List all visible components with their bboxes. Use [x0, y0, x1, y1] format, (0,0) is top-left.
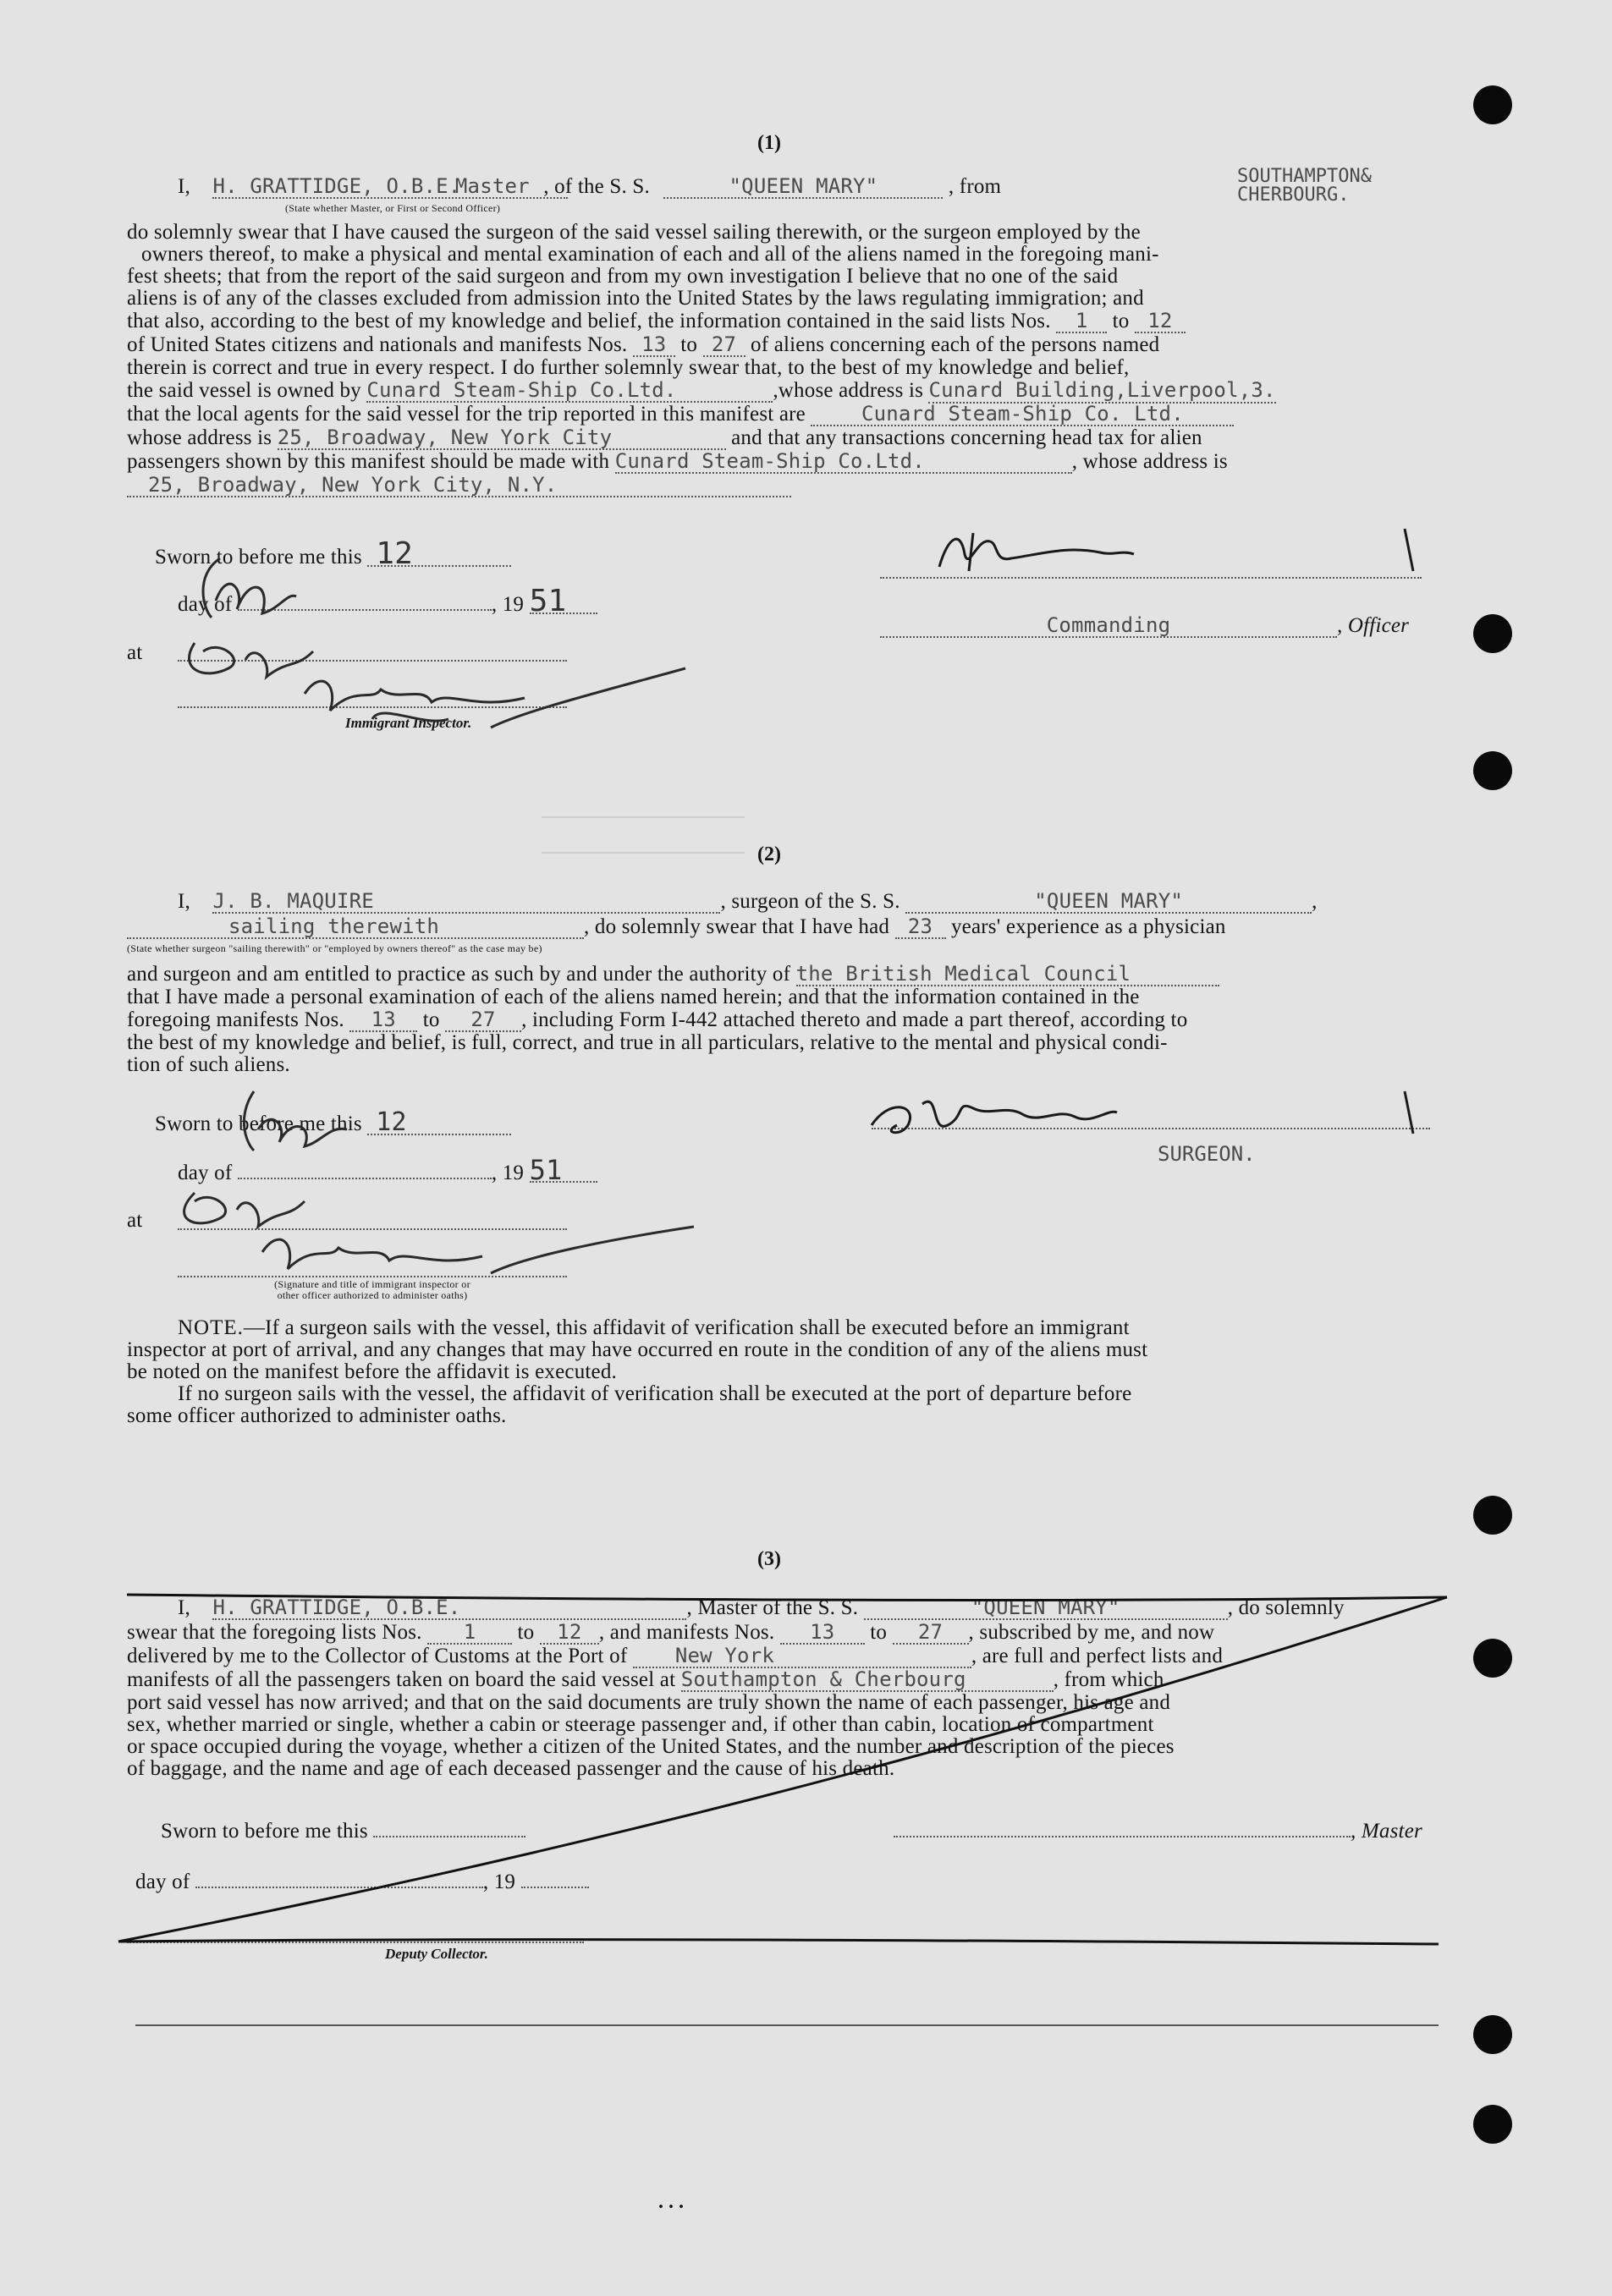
para-line: tion of such aliens. — [127, 1053, 290, 1076]
master-signature — [931, 520, 1439, 579]
manifests-from-3: 13 — [780, 1621, 865, 1645]
at-2: at — [127, 1209, 143, 1232]
prefix: I, — [178, 175, 190, 198]
inspector-label-1: Immigrant Inspector. — [345, 715, 472, 731]
day-of-1: day of , 19 51 — [178, 590, 597, 616]
sworn-label-2: Sworn to before me this 12 — [155, 1112, 511, 1135]
of-ss-label: , of the S. S. — [543, 175, 650, 198]
rank-hint: (State whether Master, or First or Second Officer) — [285, 202, 501, 214]
sworn-day-2: 12 — [367, 1112, 511, 1135]
footer-dots: . . . — [658, 2191, 684, 2213]
para-line: sex, whether married or single, whether a cabin or steerage passenger and, if other than cabin, location of compartment — [127, 1713, 1154, 1736]
sworn-day-1: 12 — [367, 543, 511, 567]
para-line: or space occupied during the voyage, whether a citizen of the United States, and the number and description of the pieces — [127, 1735, 1175, 1758]
note-line: NOTE.—If a surgeon sails with the vessel, this affidavit of verification shall be executed before an immigrant — [178, 1316, 1130, 1339]
commanding-line: Commanding , Officer — [880, 614, 1439, 638]
para-line: aliens is of any of the classes excluded from admission into the United States by the laws regulating immigration; and — [127, 287, 1144, 310]
owner-name: Cunard Steam-Ship Co.Ltd. — [366, 379, 773, 403]
para-line: do solemnly swear that I have caused the surgeon of the said vessel sailing therewith, or the surgeon employed by the — [127, 221, 1141, 244]
para-line: port said vessel has now arrived; and that on the said documents are truly shown the name of each passenger, his age and — [127, 1691, 1171, 1714]
para-line: of United States citizens and nationals and manifests Nos. 13 to 27 of aliens concerning each of the persons named — [127, 332, 1160, 356]
section-2-line-1: I, J. B. MAQUIRE , surgeon of the S. S. "QUEEN MARY" , — [178, 889, 1318, 913]
punch-hole — [1473, 614, 1512, 653]
surgeon-signature — [863, 1083, 1439, 1151]
day-of-2: day of , 19 51 — [178, 1159, 597, 1184]
at-1: at — [127, 641, 143, 664]
lists-to: 12 — [1135, 310, 1186, 333]
note-block — [127, 1317, 1434, 1427]
lists-from-3: 1 — [427, 1621, 512, 1645]
punch-hole — [1473, 1639, 1512, 1678]
sailing-hint: (State whether surgeon "sailing therewith" or "employed by owners thereof" as the case may be) — [127, 942, 542, 954]
authority: the British Medical Council — [796, 963, 1219, 986]
embark-ports: Southampton & Cherbourg — [681, 1668, 1054, 1692]
surgeon-title: SURGEON. — [1158, 1142, 1256, 1166]
agents-name: Cunard Steam-Ship Co. Ltd. — [811, 403, 1234, 426]
section-3-cancel-strike — [110, 1582, 1464, 1954]
section-2-number: (2) — [757, 843, 781, 865]
section-3-number: (3) — [757, 1548, 781, 1570]
note-line: some officer authorized to administer oaths. — [127, 1404, 507, 1427]
note-line: If no surgeon sails with the vessel, the affidavit of verification shall be executed at the port of departure before — [178, 1382, 1132, 1405]
vessel-name-3: "QUEEN MARY" — [864, 1596, 1228, 1620]
section-2-paragraph — [127, 963, 1430, 1076]
inspector-signature-1 — [169, 541, 711, 744]
head-tax-address: 25, Broadway, New York City, N.Y. — [127, 474, 791, 497]
sworn-label-3: Sworn to before me this — [161, 1821, 525, 1843]
master-name: H. GRATTIDGE, O.B.E. — [212, 175, 568, 199]
punch-hole — [1473, 2105, 1512, 2144]
year-2: 51 — [530, 1159, 597, 1183]
para-line: of baggage, and the name and age of each deceased passenger and the cause of his death. — [127, 1757, 895, 1780]
para-line: the best of my knowledge and belief, is full, correct, and true in all particulars, relative to the mental and physical condi- — [127, 1031, 1168, 1054]
para-line — [127, 474, 1430, 497]
from-label: , from — [948, 175, 1002, 198]
faint-stamp — [542, 816, 745, 854]
punch-hole — [1473, 2015, 1512, 2054]
year-1: 51 — [530, 590, 597, 614]
vessel-name: "QUEEN MARY" — [663, 175, 943, 199]
para-line: that I have made a personal examination of each of the aliens named herein; and that the information contained in the — [127, 986, 1140, 1008]
note-line: inspector at port of arrival, and any changes that may have occurred en route in the condition of any of the aliens must — [127, 1338, 1148, 1361]
section-1-paragraph — [127, 222, 1430, 497]
para-line: whose address is 25, Broadway, New York City and that any transactions concerning head tax for alien — [127, 426, 1202, 449]
vessel-name-2: "QUEEN MARY" — [905, 890, 1312, 914]
section-3-line-1: I, H. GRATTIDGE, O.B.E. , Master of the S. S. "QUEEN MARY" , do solemnly — [178, 1596, 1345, 1619]
manifests-to-2: 27 — [445, 1008, 521, 1032]
para-line: the said vessel is owned by Cunard Steam-Ship Co.Ltd. ,whose address is Cunard Building,Liverpool,3. — [127, 378, 1276, 402]
day-of-3: day of , 19 — [135, 1871, 589, 1893]
agents-address: 25, Broadway, New York City — [278, 426, 726, 450]
para-line: therein is correct and true in every respect. I do further solemnly swear that, to the best of my knowledge and belief, — [127, 356, 1130, 379]
signer-title: Commanding — [880, 614, 1337, 638]
arrival-port: New York — [633, 1645, 971, 1668]
sailing-status: sailing therewith — [127, 915, 584, 939]
collector-label: Deputy Collector. — [385, 1946, 488, 1962]
manifests-from-2: 13 — [349, 1008, 417, 1032]
para-line: foregoing manifests Nos. 13 to 27 , including Form I-442 attached thereto and made a part thereof, according to — [127, 1008, 1188, 1031]
para-line: swear that the foregoing lists Nos. 1 to 12 , and manifests Nos. 13 to 27 , subscribed by me, and now — [127, 1620, 1215, 1644]
para-line: that the local agents for the said vessel for the trip reported in this manifest are Cunard Steam-Ship Co. Ltd. — [127, 403, 1430, 426]
owner-address: Cunard Building,Liverpool,3. — [928, 378, 1276, 402]
from-port: SOUTHAMPTON& CHERBOURG. — [1237, 166, 1372, 206]
master-line-3: , Master — [894, 1821, 1422, 1843]
inspector-hint-2: (Signature and title of immigrant inspector or other officer authorized to administer oaths) — [274, 1278, 470, 1301]
para-line: owners thereof, to make a physical and mental examination of each and all of the aliens named in the foregoing mani- — [141, 243, 1159, 266]
years-experience: 23 — [895, 915, 946, 939]
punch-hole — [1473, 85, 1512, 124]
lists-from: 1 — [1056, 310, 1107, 333]
manifests-to-3: 27 — [893, 1621, 969, 1645]
surgeon-name: J. B. MAQUIRE — [212, 890, 720, 914]
section-2-line-2: sailing therewith , do solemnly swear that I have had 23 years' experience as a physician — [127, 915, 1447, 939]
para-line: delivered by me to the Collector of Customs at the Port of New York , are full and perfect lists and — [127, 1644, 1224, 1667]
head-tax-agent: Cunard Steam-Ship Co.Ltd. — [615, 450, 1072, 474]
para-line: passengers shown by this manifest should be made with Cunard Steam-Ship Co.Ltd. , whose address is — [127, 449, 1228, 473]
inspector-signature-2 — [152, 1083, 711, 1294]
note-line: be noted on the manifest before the affidavit is executed. — [127, 1360, 617, 1383]
punch-hole — [1473, 1496, 1512, 1535]
para-line: that also, according to the best of my knowledge and belief, the information contained in the said lists Nos. 1 to 12 — [127, 310, 1430, 333]
master-rank: Master — [454, 174, 530, 198]
bottom-rule — [135, 2024, 1439, 2026]
note-label: NOTE. — [178, 1316, 244, 1339]
sworn-label-1: Sworn to before me this 12 — [155, 543, 511, 569]
para-line: manifests of all the passengers taken on board the said vessel at Southampton & Cherbourg , from which — [127, 1667, 1164, 1691]
para-line: and surgeon and am entitled to practice as such by and under the authority of the British Medical Council — [127, 963, 1430, 986]
para-line: fest sheets; that from the report of the said surgeon and from my own investigation I believe that no one of the said — [127, 265, 1119, 288]
manifests-from: 13 — [633, 333, 675, 357]
lists-to-3: 12 — [540, 1621, 599, 1645]
punch-hole — [1473, 751, 1512, 790]
section-1-number: (1) — [757, 132, 781, 154]
master-name-3: H. GRATTIDGE, O.B.E. — [212, 1596, 686, 1620]
manifests-to: 27 — [703, 333, 745, 357]
